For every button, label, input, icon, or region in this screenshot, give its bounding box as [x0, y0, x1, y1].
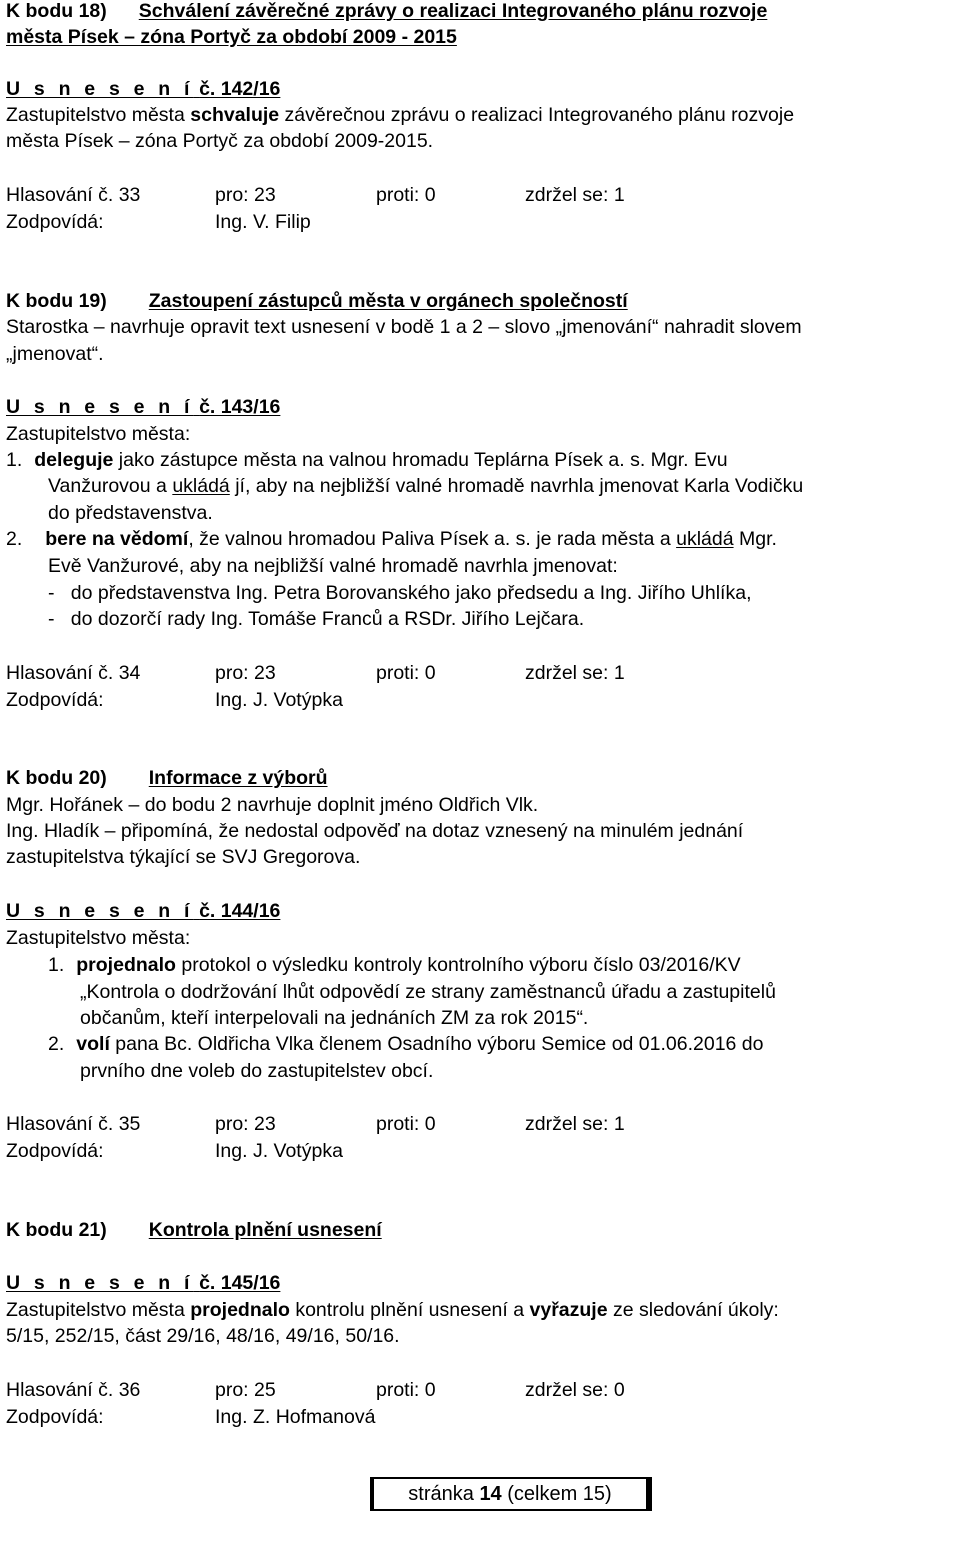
item21-line1 [6, 1301, 779, 1321]
item19-point2-verb: bere na vědomí [45, 528, 189, 550]
item19-point1-line3: do představenstva. [48, 502, 213, 524]
item21-heading-title: Kontrola plnění usnesení [148, 1219, 382, 1241]
item21-line1-c: kontrolu plnění usnesení a [289, 1299, 530, 1321]
item19-point2-line1 [6, 530, 777, 550]
item20-line1: Mgr. Hořánek – do bodu 2 navrhuje doplnit jméno Oldřich Vlk. [6, 794, 539, 816]
item20-point2-rest: pana Bc. Oldřicha Vlka členem Osadního výboru Semice od 01.06.2016 do [109, 1033, 764, 1055]
item20-line3: zastupitelstva týkající se SVJ Gregorova. [6, 846, 361, 868]
item21-line1-verb1: projednalo [190, 1299, 290, 1321]
item20-responsible-row [6, 1142, 954, 1164]
item18-vote-abstain: zdržel se: 1 [525, 184, 625, 206]
item20-vote-against: proti: 0 [376, 1113, 436, 1135]
item19-point1-number: 1. [6, 449, 23, 471]
item20-responsible-label: Zodpovídá: [6, 1140, 104, 1162]
item20-point2-line1 [48, 1035, 764, 1055]
item20-point1-verb: projednalo [76, 954, 176, 976]
item20-point2-verb: volí [76, 1033, 110, 1055]
item18-text-line2: města Písek – zóna Portyč za období 2009-2015. [6, 130, 434, 152]
item19-heading-title: Zastoupení zástupců města v orgánech společností [148, 290, 628, 312]
item18-heading-title-line2: města Písek – zóna Portyč za období 2009 - 2015 [6, 26, 457, 48]
item21-vote-for: pro: 25 [215, 1379, 276, 1401]
item19-point2-verb2: ukládá [676, 528, 734, 550]
item20-vote-label: Hlasování č. 35 [6, 1113, 141, 1135]
item19-point2-rest-a: , že valnou hromadou Paliva Písek a. s. je rada města a [188, 528, 677, 550]
item19-point2-line3: - do představenstva Ing. Petra Borovanského jako předsedu a Ing. Jiřího Uhlíka, [48, 582, 752, 604]
item19-intro-line2: „jmenovat“. [6, 343, 104, 365]
item19-council: Zastupitelstvo města: [6, 423, 191, 445]
item20-resolution-number: č. 144/16 [199, 900, 281, 922]
item21-responsible-name: Ing. Z. Hofmanová [215, 1406, 376, 1428]
item18-resolution-number: č. 142/16 [199, 78, 281, 100]
item21-vote-abstain: zdržel se: 0 [525, 1379, 625, 1401]
item19-point1-verb: deleguje [34, 449, 114, 471]
item21-heading [6, 1221, 382, 1241]
item20-heading-title: Informace z výborů [148, 767, 328, 789]
item19-vote-for: pro: 23 [215, 662, 276, 684]
item18-vote-row [6, 186, 954, 208]
item19-responsible-name: Ing. J. Votýpka [215, 689, 343, 711]
item20-point2-line2: prvního dne voleb do zastupitelstev obcí. [80, 1060, 434, 1082]
item19-responsible-row [6, 691, 954, 713]
item18-resolution-prefix: U s n e s e n í [6, 78, 194, 100]
item18-vote-against: proti: 0 [376, 184, 436, 206]
page-suffix: (celkem 15) [501, 1483, 612, 1505]
page-number-footer [370, 1477, 652, 1511]
item19-vote-label: Hlasování č. 34 [6, 662, 141, 684]
item21-line1-a: Zastupitelstvo města [6, 1299, 191, 1321]
item18-responsible-row [6, 213, 954, 235]
item20-point1-line3: občanům, kteří interpelovali na jednáních ZM za rok 2015“. [80, 1007, 589, 1029]
item19-point2-line2: Evě Vanžurové, aby na nejbližší valné hromadě navrhla jmenovat: [48, 555, 618, 577]
item19-point1-line2 [48, 477, 803, 497]
item20-point1-line1 [48, 956, 741, 976]
item18-vote-label: Hlasování č. 33 [6, 184, 141, 206]
page-number: 14 [479, 1483, 502, 1505]
page-prefix: stránka [408, 1483, 480, 1505]
item21-resolution-number: č. 145/16 [199, 1272, 281, 1294]
item20-resolution-prefix: U s n e s e n í [6, 900, 194, 922]
item20-line2: Ing. Hladík – připomíná, že nedostal odpověď na dotaz vznesený na minulém jednání [6, 820, 744, 842]
item19-point1-line1 [6, 451, 728, 471]
item18-heading-number: K bodu 18) [6, 0, 107, 22]
item19-point2-line4: - do dozorčí rady Ing. Tomáše Franců a RSDr. Jiřího Lejčara. [48, 608, 585, 630]
item19-point2-rest-b: Mgr. [733, 528, 777, 550]
item18-text-verb: schvaluje [190, 104, 280, 126]
item19-point1-rest: jako zástupce města na valnou hromadu Teplárna Písek a. s. Mgr. Evu [113, 449, 728, 471]
item19-heading [6, 292, 628, 312]
item18-resolution-heading [6, 80, 280, 100]
item20-vote-row [6, 1115, 954, 1137]
item18-text-a: Zastupitelstvo města [6, 104, 191, 126]
item19-responsible-label: Zodpovídá: [6, 689, 104, 711]
item21-vote-label: Hlasování č. 36 [6, 1379, 141, 1401]
item19-resolution-heading [6, 398, 280, 418]
item18-text-c: závěrečnou zprávu o realizaci Integrovaného plánu rozvoje [279, 104, 795, 126]
item19-intro-line1: Starostka – navrhuje opravit text usnesení v bodě 1 a 2 – slovo „jmenování“ nahradit slovem [6, 316, 802, 338]
item21-resolution-heading [6, 1274, 280, 1294]
item20-point1-rest: protokol o výsledku kontroly kontrolního výboru číslo 03/2016/KV [175, 954, 741, 976]
item19-vote-against: proti: 0 [376, 662, 436, 684]
item20-vote-for: pro: 23 [215, 1113, 276, 1135]
item18-responsible-name: Ing. V. Filip [215, 211, 311, 233]
item19-point2-number: 2. [6, 528, 23, 550]
item20-point1-line2: „Kontrola o dodržování lhůt odpovědí ze strany zaměstnanců úřadu a zastupitelů [80, 981, 776, 1003]
item21-responsible-label: Zodpovídá: [6, 1406, 104, 1428]
item20-vote-abstain: zdržel se: 1 [525, 1113, 625, 1135]
item21-responsible-row [6, 1408, 954, 1430]
item19-resolution-number: č. 143/16 [199, 396, 281, 418]
item20-heading-number: K bodu 20) [6, 767, 107, 789]
item18-vote-for: pro: 23 [215, 184, 276, 206]
item18-text-line1 [6, 106, 794, 126]
item20-point1-number: 1. [48, 954, 65, 976]
item21-heading-number: K bodu 21) [6, 1219, 107, 1241]
item20-heading [6, 769, 328, 789]
item21-line1-verb2: vyřazuje [529, 1299, 608, 1321]
item21-resolution-prefix: U s n e s e n í [6, 1272, 194, 1294]
item20-point2-number: 2. [48, 1033, 65, 1055]
item19-vote-row [6, 664, 954, 686]
item18-heading [6, 2, 767, 22]
item21-vote-row [6, 1381, 954, 1403]
item18-responsible-label: Zodpovídá: [6, 211, 104, 233]
item20-responsible-name: Ing. J. Votýpka [215, 1140, 343, 1162]
item19-heading-number: K bodu 19) [6, 290, 107, 312]
item21-line2: 5/15, 252/15, část 29/16, 48/16, 49/16, 50/16. [6, 1325, 400, 1347]
item20-council: Zastupitelstvo města: [6, 927, 191, 949]
item19-point1-line2-verb: ukládá [172, 475, 230, 497]
item20-resolution-heading [6, 902, 280, 922]
item18-heading-title: Schválení závěrečné zprávy o realizaci Integrovaného plánu rozvoje [138, 0, 768, 22]
item19-resolution-prefix: U s n e s e n í [6, 396, 194, 418]
item19-point1-line2-a: Vanžurovou a [48, 475, 173, 497]
item21-line1-e: ze sledování úkoly: [607, 1299, 779, 1321]
item21-vote-against: proti: 0 [376, 1379, 436, 1401]
item19-vote-abstain: zdržel se: 1 [525, 662, 625, 684]
item19-point1-line2-b: jí, aby na nejbližší valné hromadě navrhla jmenovat Karla Vodičku [229, 475, 804, 497]
